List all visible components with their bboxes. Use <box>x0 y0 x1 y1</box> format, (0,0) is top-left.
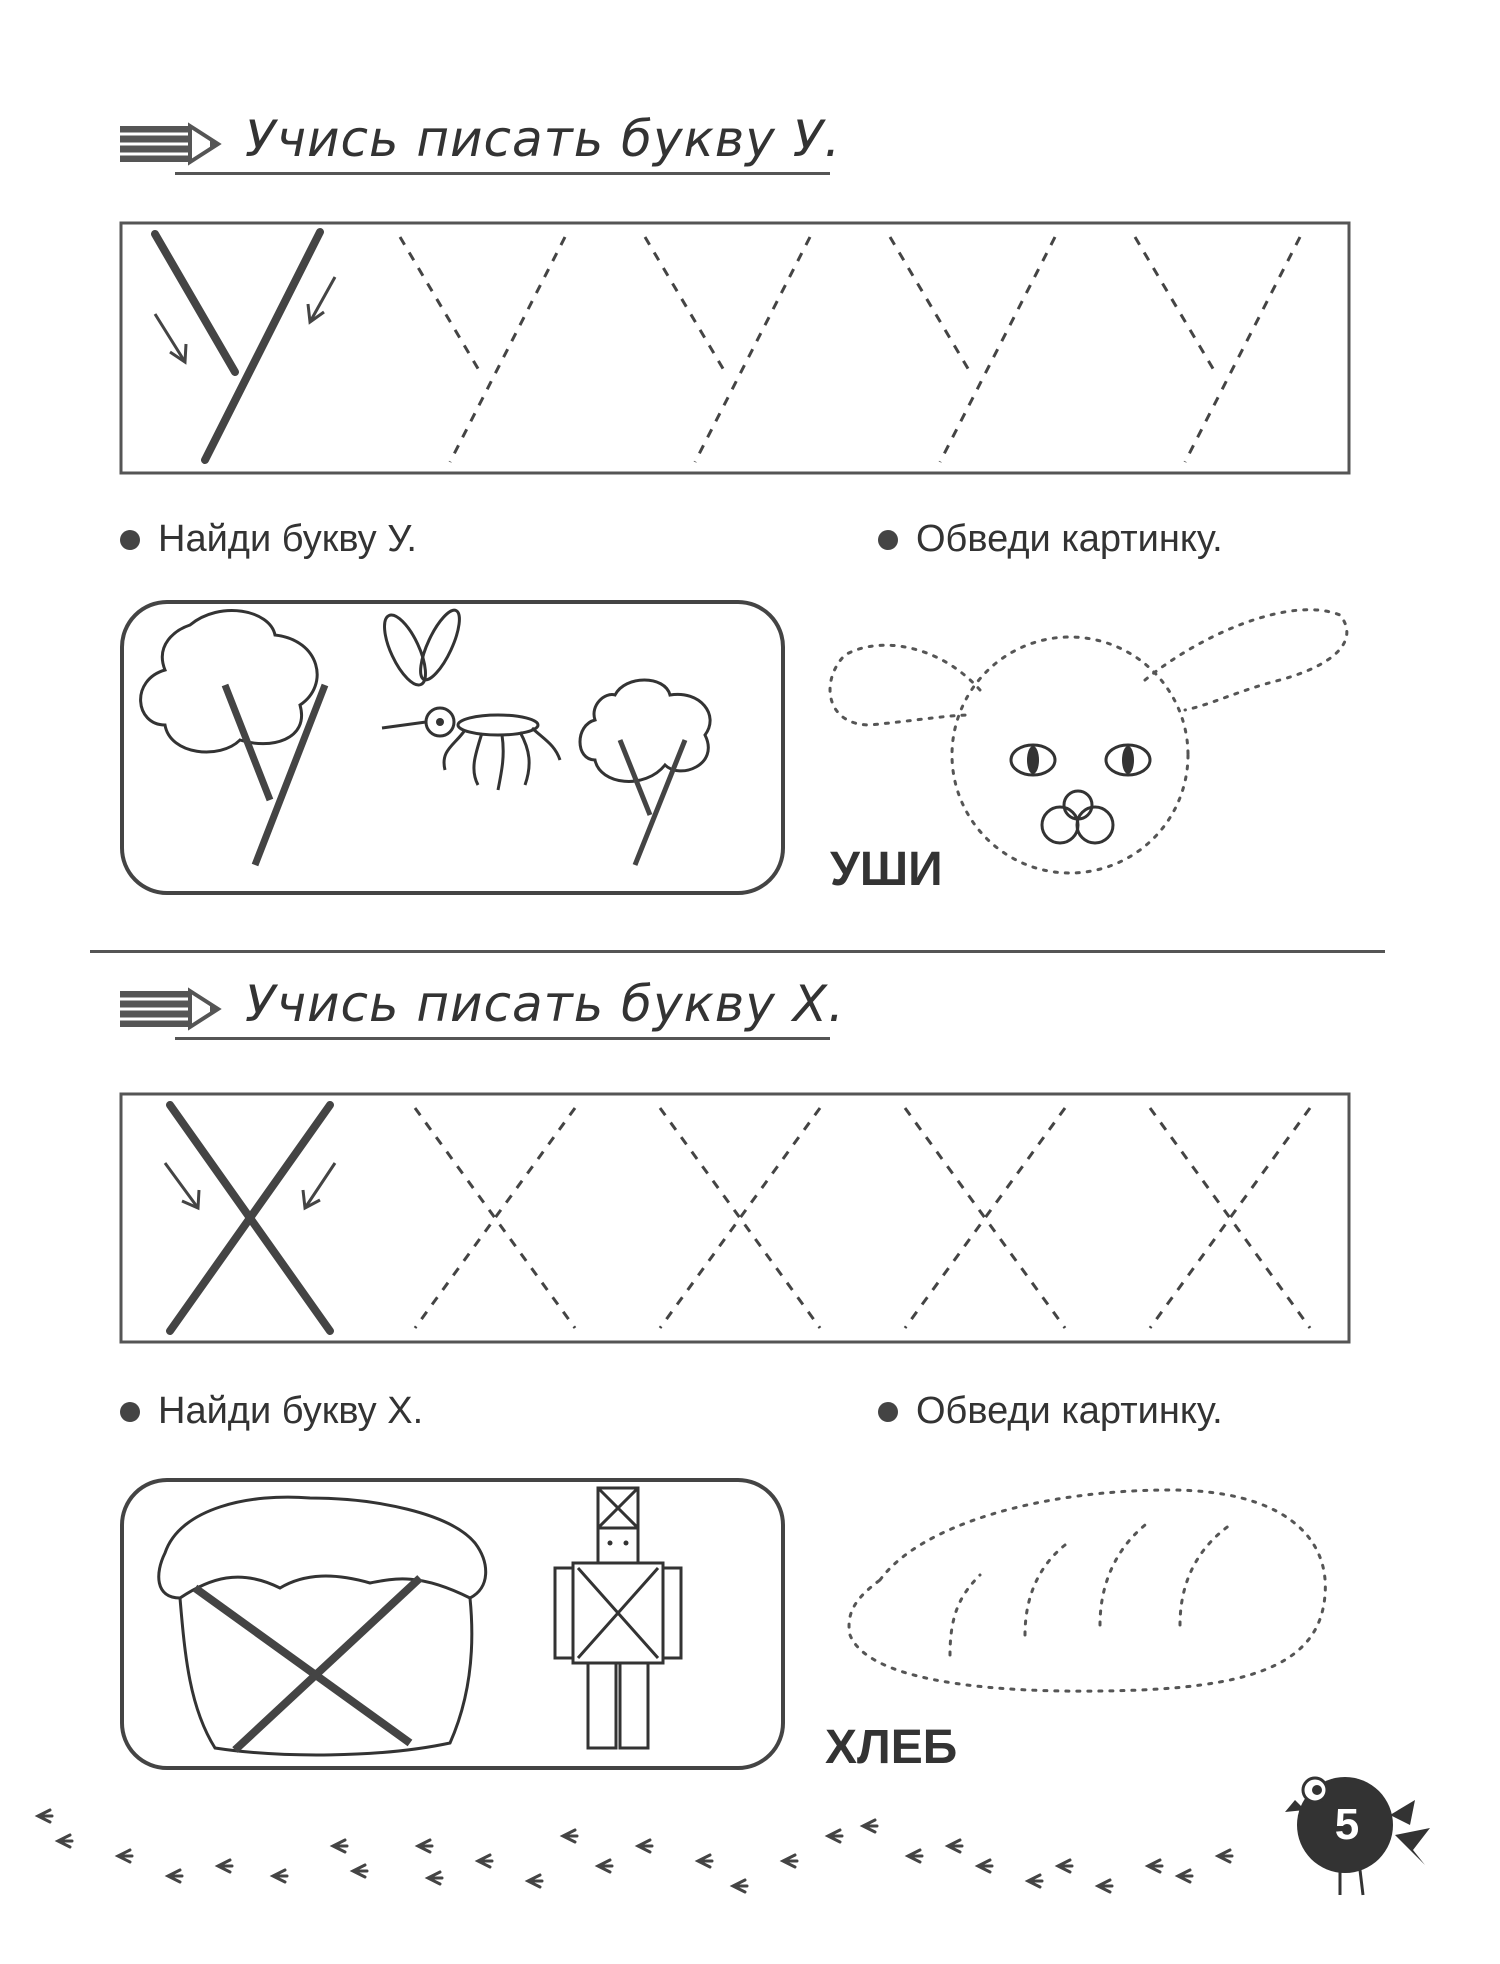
letter-x-writing-box <box>120 1093 1350 1343</box>
heading-underline <box>175 172 830 175</box>
picture-label-bread: ХЛЕБ <box>825 1721 958 1774</box>
bullet-icon <box>120 1402 140 1422</box>
find-letter-u-instruction: Найди букву У. <box>120 518 417 561</box>
find-letter-u-picture-box <box>120 600 785 895</box>
bread-tracing-picture <box>840 1485 1340 1715</box>
trace-picture-x-instruction: Обведи картинку. <box>878 1390 1223 1433</box>
pencil-icon <box>120 120 230 170</box>
section-u-heading: Учись писать букву У. <box>245 110 842 168</box>
bunny-tracing-picture <box>820 595 1360 895</box>
bullet-icon <box>878 530 898 550</box>
heading-underline <box>175 1037 830 1040</box>
bullet-icon <box>120 530 140 550</box>
section-divider <box>90 950 1385 953</box>
bullet-icon <box>878 1402 898 1422</box>
trace-picture-u-instruction: Обведи картинку. <box>878 518 1223 561</box>
bird-page-mascot <box>1285 1770 1435 1900</box>
pencil-icon <box>120 985 230 1035</box>
find-letter-x-picture-box <box>120 1478 785 1770</box>
picture-label-ears: УШИ <box>830 843 943 896</box>
find-letter-x-instruction: Найди букву Х. <box>120 1390 423 1433</box>
letter-u-writing-box <box>120 222 1350 474</box>
section-x-heading: Учись писать букву Х. <box>245 975 845 1033</box>
bird-tracks-decoration <box>30 1800 1290 1950</box>
page-number: 5 <box>1334 1800 1360 1849</box>
